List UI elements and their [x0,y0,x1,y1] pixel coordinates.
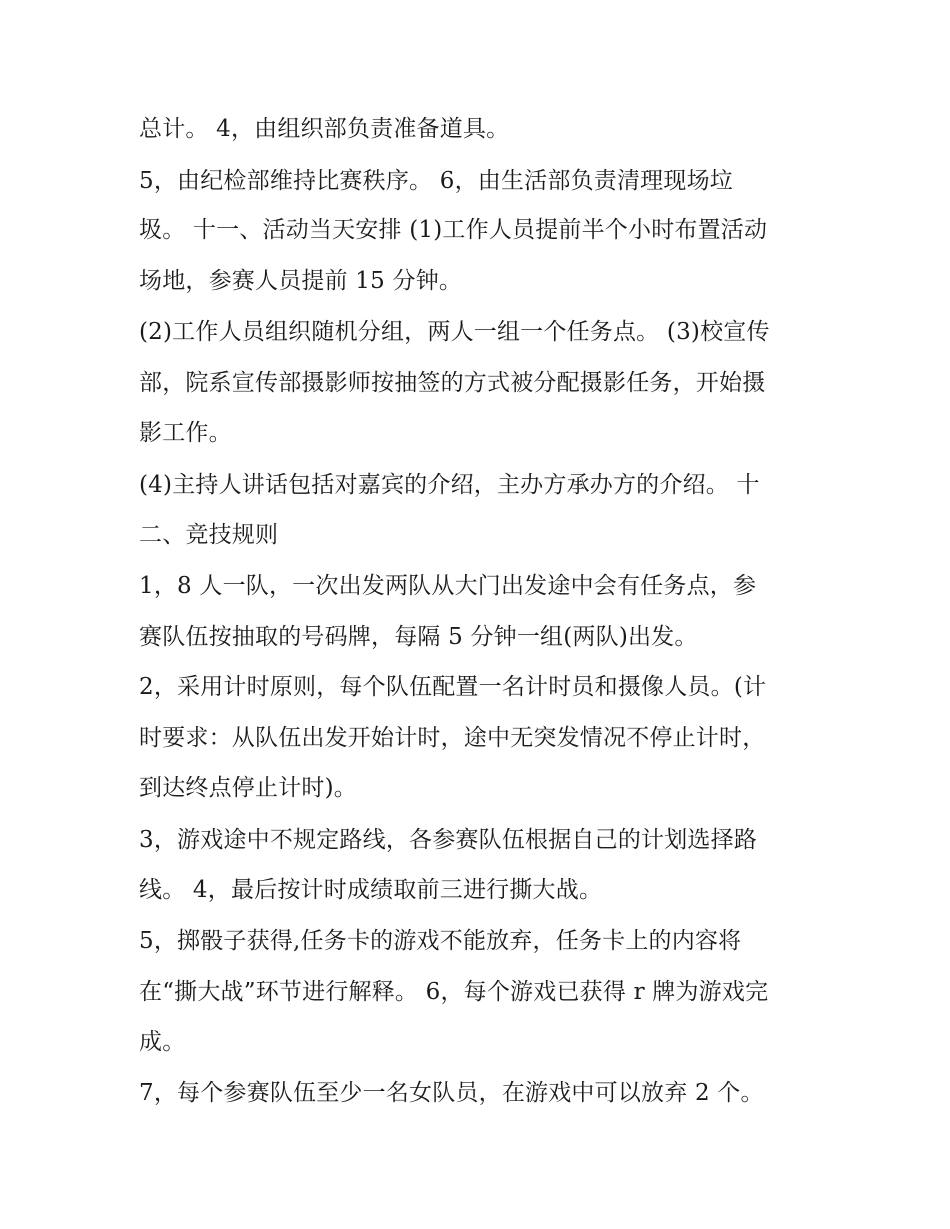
text-line: 1，8 人一队，一次出发两队从大门出发途中会有任务点，参 [139,573,757,599]
text-line: 场地，参赛人员提前 15 分钟。 [139,268,463,294]
text-line: 3，游戏途中不规定路线，各参赛队伍根据自己的计划选择路 [139,827,758,853]
text-line: 时要求：从队伍出发开始计时，途中无突发情况不停止计时， [139,725,766,751]
text-line: 到达终点停止计时)。 [139,775,357,801]
text-line: 圾。 十一、活动当天安排 (1)工作人员提前半个小时布置活动 [139,217,768,243]
text-line: 5，掷骰子获得,任务卡的游戏不能放弃，任务卡上的内容将 [139,928,742,954]
text-line: 影工作。 [139,420,232,446]
text-line: 2，采用计时原则，每个队伍配置一名计时员和摄像人员。(计 [139,674,767,700]
text-line: 赛队伍按抽取的号码牌，每隔 5 分钟一组(两队)出发。 [139,624,698,650]
text-line: 线。 4，最后按计时成绩取前三进行撕大战。 [139,877,603,903]
text-line: 成。 [139,1029,186,1055]
text-line: 7，每个参赛队伍至少一名女队员，在游戏中可以放弃 2 个。 [139,1080,764,1106]
text-line: (4)主持人讲话包括对嘉宾的介绍，主办方承办方的介绍。 十 [139,472,760,498]
text-line: 总计。 4，由组织部负责准备道具。 [139,116,510,142]
text-line: 部，院系宣传部摄影师按抽签的方式被分配摄影任务，开始摄 [139,370,766,396]
text-line: 二、竞技规则 [139,522,279,548]
text-line: (2)工作人员组织随机分组，两人一组一个任务点。 (3)校宣传 [139,319,770,345]
text-line: 在“撕大战”环节进行解释。 6，每个游戏已获得 r 牌为游戏完 [139,979,769,1005]
text-line: 5，由纪检部维持比赛秩序。 6，由生活部负责清理现场垃 [139,168,733,194]
